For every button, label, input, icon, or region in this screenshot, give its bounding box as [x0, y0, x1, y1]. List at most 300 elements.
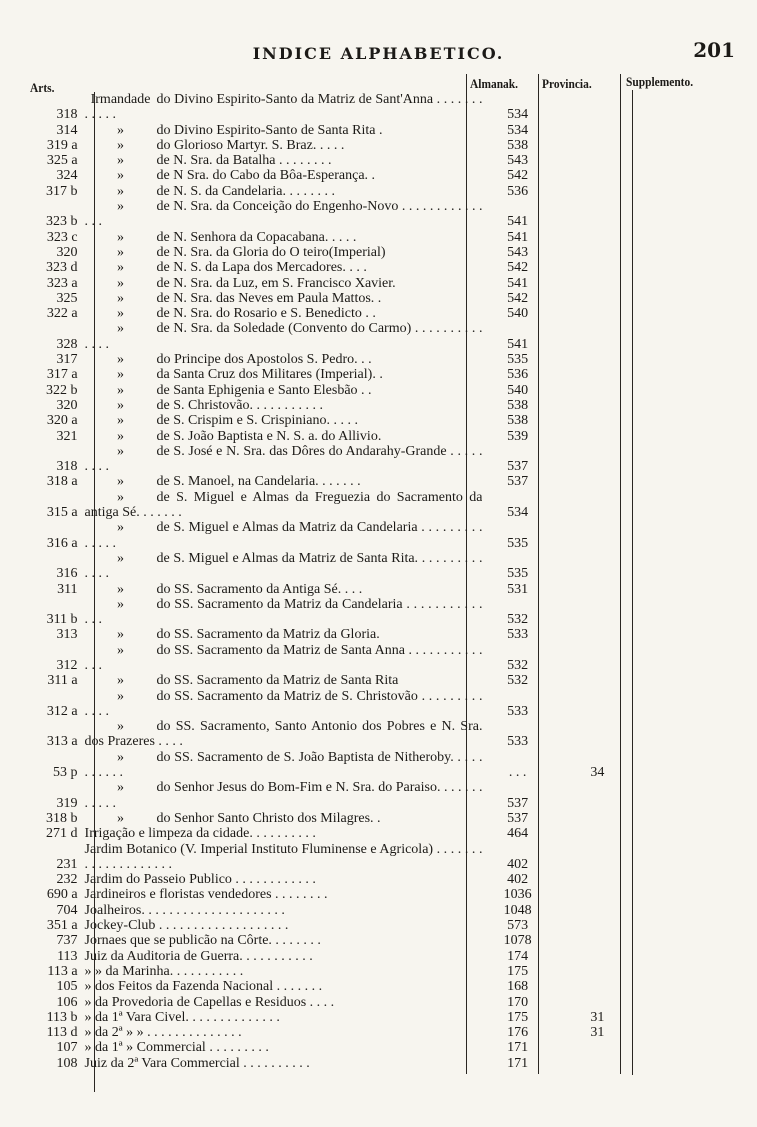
ditto-mark: » — [117, 627, 125, 643]
provincia-page — [553, 933, 642, 948]
article-number: 322 b — [46, 382, 78, 398]
almanak-page: 537 — [507, 459, 529, 475]
entry-text — [82, 429, 483, 444]
article-number: 321 — [56, 428, 78, 444]
entry-label: » da Provedoria de Capellas e Residuos . . . . — [84, 994, 335, 1010]
almanak-page: 541 — [507, 336, 529, 352]
entry-label: de S. Miguel e Almas da Matriz da Candelaria . . . . . . . . . . . . . . — [84, 520, 483, 551]
ditto-mark: » — [117, 413, 125, 429]
entry-label: da Santa Cruz dos Militares (Imperial). . — [156, 367, 383, 383]
provincia-page — [553, 429, 642, 444]
entry-text — [82, 1040, 483, 1055]
index-table — [22, 92, 642, 1071]
provincia-page — [553, 872, 642, 887]
index-row — [22, 153, 642, 168]
entry-label: do Principe dos Apostolos S. Pedro. . . — [156, 352, 372, 368]
entry-text — [82, 321, 483, 352]
article-number: 323 b — [46, 214, 78, 230]
index-row — [22, 245, 642, 260]
entry-text — [82, 444, 483, 475]
article-number: 106 — [56, 994, 78, 1010]
entry-label: Jornaes que se publicão na Côrte. . . . . . . . — [84, 933, 321, 949]
entry-text — [82, 1056, 483, 1071]
article-number: 328 — [56, 336, 78, 352]
entry-label: » da 1ª » Commercial . . . . . . . . . — [84, 1040, 269, 1056]
provincia-page — [553, 490, 642, 521]
entry-label: de N. Sra. da Luz, em S. Francisco Xavier. — [156, 275, 396, 291]
entry-text — [82, 168, 483, 183]
column-header-articles: Arts. — [30, 80, 55, 95]
ditto-mark: » — [117, 244, 125, 260]
article-number: 318 — [56, 107, 78, 123]
provincia-page — [553, 520, 642, 551]
entry-label: Joalheiros. . . . . . . . . . . . . . . . . . . . . — [84, 902, 285, 918]
ditto-mark: » — [117, 229, 125, 245]
provincia-page — [553, 918, 642, 933]
entry-label: de Santa Ephigenia e Santo Elesbão . . — [156, 382, 372, 398]
entry-label: do SS. Sacramento da Matriz da Gloria. — [156, 627, 380, 643]
article-number: 323 d — [46, 260, 78, 276]
index-row — [22, 474, 642, 489]
index-row — [22, 398, 642, 413]
entry-text — [82, 153, 483, 168]
almanak-page: 541 — [507, 275, 529, 291]
entry-text — [82, 276, 483, 291]
index-row — [22, 230, 642, 245]
entry-label: do SS. Sacramento da Matriz de Santa Rita — [156, 673, 399, 689]
almanak-page: 176 — [507, 1025, 529, 1041]
index-row — [22, 780, 642, 811]
entry-text — [82, 979, 483, 994]
article-number: 324 — [56, 168, 78, 184]
almanak-page: 402 — [507, 856, 529, 872]
article-number: 325 a — [46, 153, 78, 169]
almanak-page: 532 — [507, 612, 529, 628]
entry-label: do SS. Sacramento da Matriz de S. Christovão . . . . . . . . . . . . . — [84, 688, 483, 719]
entry-text — [82, 673, 483, 688]
almanak-page: 535 — [507, 566, 529, 582]
article-number: 311 — [57, 581, 78, 597]
entry-label: do Senhor Jesus do Bom-Fim e N. Sra. do Paraiso. . . . . . . . . . . . — [84, 780, 483, 811]
ditto-mark: » — [117, 137, 125, 153]
index-row — [22, 887, 642, 902]
article-number: 317 — [56, 352, 78, 368]
provincia-page — [553, 123, 642, 138]
almanak-page: 535 — [507, 535, 529, 551]
index-row — [22, 582, 642, 597]
index-row — [22, 1010, 642, 1025]
ditto-mark: » — [117, 168, 125, 184]
almanak-page: 543 — [507, 153, 529, 169]
index-row — [22, 964, 642, 979]
article-number: 314 — [56, 122, 78, 138]
entry-text — [82, 826, 483, 841]
almanak-page: 175 — [507, 963, 529, 979]
almanak-page: 534 — [507, 122, 529, 138]
index-row — [22, 413, 642, 428]
ditto-mark: » — [117, 260, 125, 276]
article-number: 325 — [56, 290, 78, 306]
index-row — [22, 949, 642, 964]
article-number: 318 a — [46, 474, 78, 490]
entry-label: » da 2ª » » . . . . . . . . . . . . . . — [84, 1025, 242, 1041]
provincia-page — [553, 383, 642, 398]
provincia-page: 34 — [590, 765, 605, 781]
provincia-page — [553, 1040, 642, 1055]
entry-text — [82, 1025, 483, 1040]
index-row — [22, 429, 642, 444]
provincia-page — [553, 184, 642, 199]
entry-text — [82, 184, 483, 199]
ditto-mark: » — [117, 642, 125, 658]
article-number: 317 b — [46, 183, 78, 199]
entry-label: de S. Miguel e Almas da Freguezia do Sacramento da antiga Sé. . . . . . . — [84, 489, 483, 521]
entry-text — [82, 260, 483, 275]
entry-text — [82, 352, 483, 367]
page-number: 201 — [693, 38, 735, 62]
provincia-page — [553, 153, 642, 168]
provincia-page — [553, 474, 642, 489]
almanak-page: 540 — [507, 306, 529, 322]
entry-label: de S. Manoel, na Candelaria. . . . . . . — [156, 474, 361, 490]
article-number: 113 b — [46, 1009, 78, 1025]
index-row — [22, 597, 642, 628]
ditto-mark: » — [117, 520, 125, 536]
ditto-mark: » — [117, 306, 125, 322]
entry-label: do SS. Sacramento de S. João Baptista de Nitheroby. . . . . . . . . . . — [84, 749, 483, 781]
ditto-mark: » — [117, 749, 125, 765]
ditto-mark: » — [117, 321, 125, 337]
almanak-page: 542 — [507, 260, 529, 276]
provincia-page — [553, 260, 642, 275]
article-number: 320 — [56, 244, 78, 260]
article-number: 107 — [56, 1040, 78, 1056]
entry-text — [82, 413, 483, 428]
article-number: 313 a — [46, 734, 78, 750]
article-number: 113 — [57, 948, 78, 964]
almanak-page: 402 — [507, 872, 529, 888]
entry-text — [82, 872, 483, 887]
entry-label: Juiz da Auditoria de Guerra. . . . . . . . . . . — [84, 948, 313, 964]
provincia-page — [553, 887, 642, 902]
index-row — [22, 490, 642, 521]
article-number: 315 a — [46, 505, 78, 521]
entry-text — [82, 887, 483, 902]
almanak-page: 534 — [507, 505, 529, 521]
index-row — [22, 673, 642, 688]
entry-text — [82, 123, 483, 138]
provincia-page — [553, 306, 642, 321]
entry-label: Jardim do Passeio Publico . . . . . . . . . . . . — [84, 872, 316, 888]
ditto-mark: » — [117, 780, 125, 796]
entry-label: de N. Sra. da Soledade (Convento do Carmo) . . . . . . . . . . . . . . — [84, 321, 483, 352]
provincia-page — [553, 949, 642, 964]
entry-label: de N. Sra. da Gloria do O teiro(Imperial) — [156, 244, 386, 260]
almanak-page: 542 — [507, 290, 529, 306]
provincia-page — [553, 689, 642, 720]
almanak-page: 171 — [507, 1040, 529, 1056]
entry-text — [82, 995, 483, 1010]
article-number: 323 a — [46, 275, 78, 291]
entry-label: de N. Sra. da Batalha . . . . . . . . — [156, 153, 332, 169]
provincia-page — [553, 321, 642, 352]
index-row — [22, 643, 642, 674]
entry-label: de N. Sra. das Neves em Paula Mattos. . — [156, 290, 382, 306]
provincia-page — [553, 367, 642, 382]
provincia-page — [553, 627, 642, 642]
entry-text — [82, 474, 483, 489]
article-number: 312 a — [46, 703, 78, 719]
index-row — [22, 520, 642, 551]
provincia-page — [553, 643, 642, 674]
almanak-page: 533 — [507, 703, 529, 719]
almanak-page: 174 — [507, 948, 529, 964]
entry-label: do Divino Espirito-Santo de Santa Rita . — [156, 122, 383, 138]
entry-text — [82, 230, 483, 245]
entry-label: de N. Sra. da Conceição do Engenho-Novo . . . . . . . . . . . . . . . — [84, 199, 483, 230]
index-row — [22, 92, 642, 123]
index-row — [22, 306, 642, 321]
provincia-page — [553, 352, 642, 367]
index-row — [22, 995, 642, 1010]
ditto-mark: » — [117, 596, 125, 612]
provincia-page — [553, 444, 642, 475]
index-row — [22, 276, 642, 291]
article-number: 737 — [56, 933, 78, 949]
article-number: 351 a — [46, 918, 78, 934]
article-number: 316 a — [46, 535, 78, 551]
article-number: 320 a — [46, 413, 78, 429]
almanak-page: 538 — [507, 397, 529, 413]
provincia-page — [553, 842, 642, 873]
ditto-mark: » — [117, 581, 125, 597]
ditto-mark: » — [117, 719, 125, 735]
index-row — [22, 138, 642, 153]
index-row — [22, 260, 642, 275]
provincia-page — [553, 673, 642, 688]
entry-text — [82, 490, 483, 521]
ditto-mark: » — [117, 122, 125, 138]
article-number: 318 b — [46, 810, 78, 826]
index-row — [22, 123, 642, 138]
almanak-page: 168 — [507, 979, 529, 995]
ditto-mark: » — [117, 443, 125, 459]
entry-subject: Irmandade — [90, 92, 151, 107]
entry-text — [82, 92, 483, 123]
entry-label: de N. S. da Candelaria. . . . . . . . — [156, 183, 336, 199]
index-row — [22, 199, 642, 230]
entry-label: do SS. Sacramento da Antiga Sé. . . . — [156, 581, 363, 597]
entry-label: Irrigação e limpeza da cidade. . . . . . . . . . — [84, 826, 316, 842]
entry-label: do SS. Sacramento, Santo Antonio dos Pobres e N. Sra. dos Prazeres . . . . — [84, 719, 483, 750]
article-number: 105 — [56, 979, 78, 995]
almanak-page: 535 — [507, 352, 529, 368]
article-number: 113 a — [47, 963, 78, 979]
article-number: 108 — [56, 1055, 78, 1071]
entry-label: Jockey-Club . . . . . . . . . . . . . . . . . . . — [84, 918, 289, 934]
entry-text — [82, 367, 483, 382]
entry-text — [82, 750, 483, 781]
entry-text — [82, 306, 483, 321]
entry-label: » » da Marinha. . . . . . . . . . . — [84, 963, 244, 979]
entry-text — [82, 964, 483, 979]
almanak-page: 538 — [507, 137, 529, 153]
entry-label: Jardim Botanico (V. Imperial Instituto Fluminense e Agricola) . . . . . . . . . . . . . . . . . . . . — [84, 841, 483, 872]
ditto-mark: » — [117, 474, 125, 490]
entry-label: » da 1ª Vara Civel. . . . . . . . . . . . . . — [84, 1009, 280, 1025]
almanak-page: 175 — [507, 1009, 529, 1025]
almanak-page: 464 — [507, 826, 529, 842]
column-header-almanak: Almanak. — [470, 76, 519, 91]
provincia-page — [553, 719, 642, 750]
article-number: 319 — [56, 795, 78, 811]
provincia-page: 31 — [590, 1009, 605, 1025]
almanak-page: 1078 — [503, 933, 532, 949]
ditto-mark: » — [117, 489, 125, 505]
entry-text — [82, 383, 483, 398]
ditto-mark: » — [117, 290, 125, 306]
index-row — [22, 750, 642, 781]
index-row — [22, 918, 642, 933]
entry-label: de S. Miguel e Almas da Matriz de Santa Rita. . . . . . . . . . . . . . — [84, 550, 483, 582]
almanak-page: 540 — [507, 382, 529, 398]
entry-label: de N. Sra. do Rosario e S. Benedicto . . — [156, 306, 376, 322]
provincia-page — [553, 138, 642, 153]
article-number: 322 a — [46, 306, 78, 322]
article-number: 313 — [56, 627, 78, 643]
entry-label: do SS. Sacramento da Matriz da Candelaria . . . . . . . . . . . . . . — [84, 596, 483, 628]
article-number: 323 c — [46, 229, 78, 245]
almanak-page: 532 — [507, 657, 529, 673]
entry-label: de N. S. da Lapa dos Mercadores. . . . — [156, 260, 367, 276]
entry-text — [82, 780, 483, 811]
almanak-page: 533 — [507, 627, 529, 643]
article-number: 690 a — [46, 887, 78, 903]
entry-label: de S. Christovão. . . . . . . . . . . — [156, 397, 323, 413]
index-row — [22, 903, 642, 918]
provincia-page — [553, 168, 642, 183]
index-row — [22, 842, 642, 873]
provincia-page — [553, 979, 642, 994]
index-row — [22, 627, 642, 642]
ditto-mark: » — [117, 673, 125, 689]
ditto-mark: » — [117, 428, 125, 444]
article-number: 320 — [56, 397, 78, 413]
entry-label: Juiz da 2ª Vara Commercial . . . . . . . . . . — [84, 1055, 310, 1071]
almanak-page: 536 — [507, 183, 529, 199]
entry-text — [82, 627, 483, 642]
index-row — [22, 933, 642, 948]
index-row — [22, 184, 642, 199]
index-row — [22, 551, 642, 582]
almanak-page: 532 — [507, 673, 529, 689]
entry-text — [82, 719, 483, 750]
entry-text — [82, 138, 483, 153]
almanak-page: 537 — [507, 474, 529, 490]
article-number: 318 — [56, 459, 78, 475]
article-number: 319 a — [46, 137, 78, 153]
provincia-page — [553, 276, 642, 291]
ditto-mark: » — [117, 352, 125, 368]
almanak-page: 573 — [507, 918, 529, 934]
index-row — [22, 291, 642, 306]
entry-text — [82, 811, 483, 826]
provincia-page — [553, 903, 642, 918]
index-row — [22, 444, 642, 475]
almanak-page: 533 — [507, 734, 529, 750]
index-row — [22, 1056, 642, 1071]
provincia-page: 31 — [590, 1025, 605, 1041]
page-title: INDICE ALPHABETICO. — [252, 44, 505, 63]
entry-label: de S. José e N. Sra. das Dôres do Andarahy-Grande . . . . . . . . . — [84, 443, 483, 475]
entry-label: » dos Feitos da Fazenda Nacional . . . . . . . — [84, 979, 323, 995]
entry-text — [82, 199, 483, 230]
entry-label: do SS. Sacramento da Matriz de Santa Anna . . . . . . . . . . . . . . — [84, 642, 483, 673]
provincia-page — [553, 964, 642, 979]
entry-text — [82, 582, 483, 597]
entry-text — [82, 398, 483, 413]
provincia-page — [553, 811, 642, 826]
almanak-page: 534 — [507, 107, 529, 123]
almanak-page: 541 — [507, 214, 529, 230]
entry-text — [82, 245, 483, 260]
column-header-provincia: Provincia. — [542, 76, 592, 91]
index-row — [22, 352, 642, 367]
almanak-page: 538 — [507, 413, 529, 429]
entry-label: de S. João Baptista e N. S. a. do Allivio. — [156, 428, 382, 444]
entry-text — [82, 643, 483, 674]
almanak-page: 1036 — [503, 887, 532, 903]
index-row — [22, 383, 642, 398]
provincia-page — [553, 199, 642, 230]
ditto-mark: » — [117, 275, 125, 291]
almanak-page: 536 — [507, 367, 529, 383]
almanak-page: 541 — [507, 229, 529, 245]
index-row — [22, 979, 642, 994]
entry-text — [82, 933, 483, 948]
almanak-page: 1048 — [503, 902, 532, 918]
article-number: 316 — [56, 566, 78, 582]
provincia-page — [553, 230, 642, 245]
ditto-mark: » — [117, 397, 125, 413]
article-number: 231 — [56, 856, 78, 872]
entry-label: de S. Crispim e S. Crispiniano. . . . . — [156, 413, 358, 429]
provincia-page — [553, 582, 642, 597]
almanak-page: 170 — [507, 994, 529, 1010]
index-row — [22, 826, 642, 841]
entry-text — [82, 1010, 483, 1025]
index-row — [22, 719, 642, 750]
ditto-mark: » — [117, 688, 125, 704]
ditto-mark: » — [117, 153, 125, 169]
article-number: 53 p — [53, 765, 78, 781]
index-row — [22, 1025, 642, 1040]
entry-label: do Divino Espirito-Santo da Matriz de Sant'Anna . . . . . . . . . . . . — [84, 92, 483, 123]
index-row — [22, 321, 642, 352]
ditto-mark: » — [117, 810, 125, 826]
article-number: 232 — [56, 872, 78, 888]
almanak-page: 542 — [507, 168, 529, 184]
column-header-supplemento: Supplemento. — [626, 74, 694, 89]
provincia-page — [553, 92, 642, 123]
article-number: 704 — [56, 902, 78, 918]
provincia-page — [553, 995, 642, 1010]
article-number: 312 — [56, 657, 78, 673]
index-row — [22, 872, 642, 887]
provincia-page — [553, 597, 642, 628]
almanak-page: 537 — [507, 810, 529, 826]
almanak-page: 531 — [507, 581, 529, 597]
